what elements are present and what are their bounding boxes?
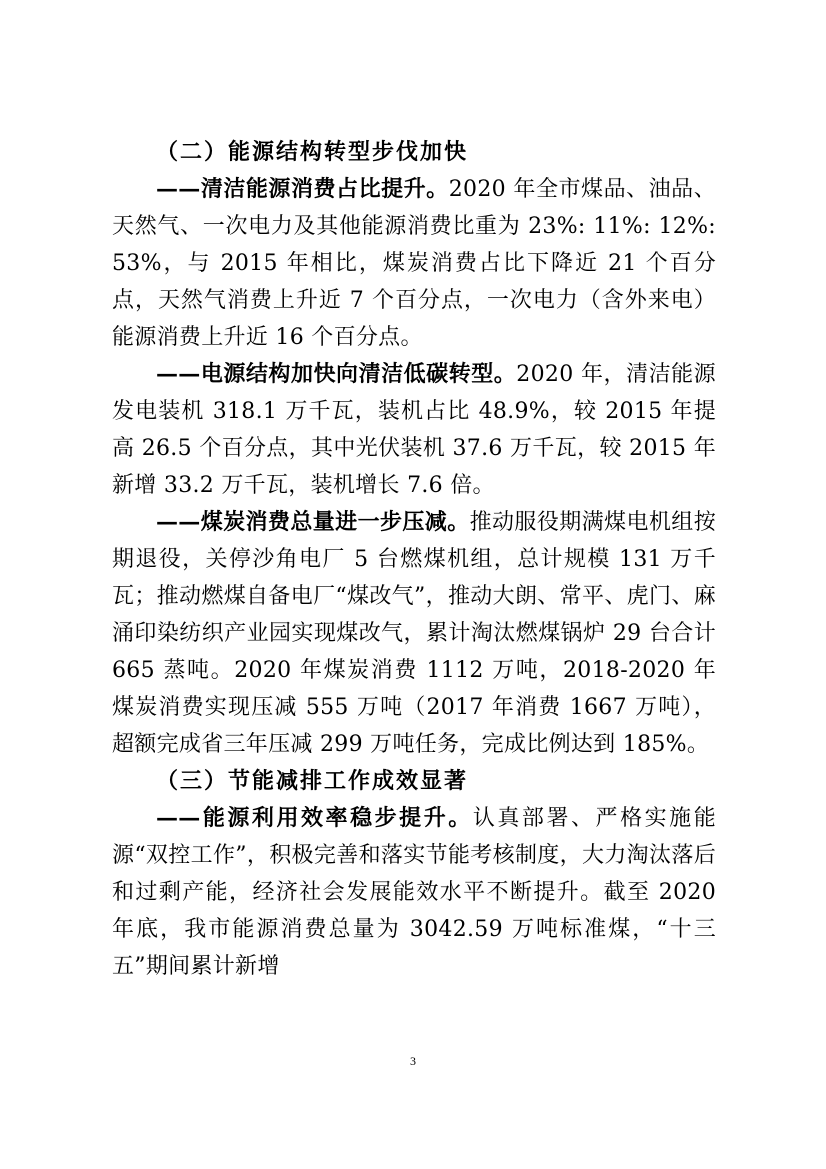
paragraph-power-structure: [112, 356, 716, 504]
paragraph-text: 推动服役期满煤电机组按期退役，关停沙角电厂 5 台燃煤机组，总计规模 131 万千瓦；推动燃煤自备电厂“煤改气”，推动大朗、常平、虎门、麻涌印染纺织产业园实现煤改气，累计淘汰燃煤锅炉 29 台合计 665 蒸吨。2020 年煤炭消费 1112 万吨，2018-2020 年煤炭消费实现压减 555 万吨（2017 年消费 1667 万吨），超额完成省三年压减 299 万吨任务，完成比例达到 185%。: [112, 510, 716, 757]
paragraph-text: 2020 年，清洁能源发电装机 318.1 万千瓦，装机占比 48.9%，较 2015 年提高 26.5 个百分点，其中光伏装机 37.6 万千瓦，较 2015 年新增 33.2 万千瓦，装机增长 7.6 倍。: [112, 362, 716, 498]
paragraph-energy-efficiency: [112, 800, 716, 985]
section-heading-energy-saving: （三）节能减排工作成效显著: [156, 768, 469, 794]
page-number: 3: [410, 1054, 416, 1068]
paragraph-lead: ——能源利用效率稳步提升。: [156, 805, 473, 831]
paragraph-text: 2020 年全市煤品、油品、天然气、一次电力及其他能源消费比重为 23%: 11%: 12%: 53%，与 2015 年相比，煤炭消费占比下降近 21 个百分点，天然气消费上升近 7 个百分点，一次电力（含外来电）能源消费上升近 16 个百分点。: [112, 177, 717, 350]
paragraph-coal-reduction: [112, 504, 716, 763]
page-body: [112, 134, 716, 985]
paragraph-lead: ——电源结构加快向清洁低碳转型。: [156, 361, 517, 387]
section-heading-energy-structure: （二）能源结构转型步伐加快: [156, 139, 469, 165]
paragraph-text: 认真部署、严格实施能源“双控工作”，积极完善和落实节能考核制度，大力淘汰落后和过剩产能，经济社会发展能效水平不断提升。截至 2020 年底，我市能源消费总量为 3042.59 万吨标准煤，“十三五”期间累计新增: [112, 806, 716, 979]
paragraph-lead: ——煤炭消费总量进一步压减。: [156, 509, 470, 535]
paragraph-lead: ——清洁能源消费占比提升。: [156, 176, 449, 202]
paragraph-clean-energy-share: [112, 171, 716, 356]
